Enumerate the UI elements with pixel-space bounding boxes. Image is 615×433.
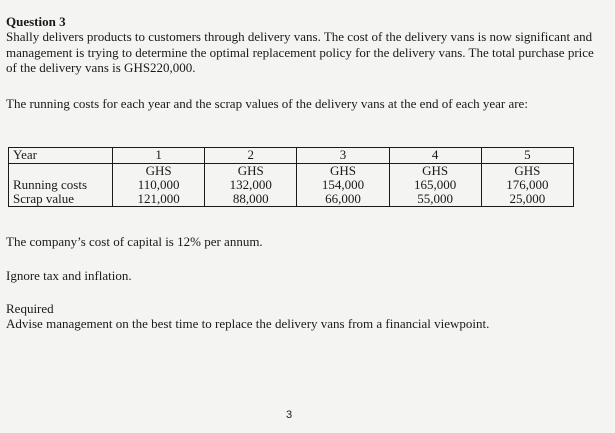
intro-paragraph: Shally delivers products to customers through delivery vans. The cost of the delivery vans is now significant and management is trying to determine the optimal replacement policy for the delivery vans. The total purchase price of the delivery vans is GHS220,000. [6,29,594,75]
row-labels [9,164,113,207]
year-2: 2 [205,148,297,164]
scrap-value: 66,000 [325,191,361,206]
scrap-value: 121,000 [137,191,180,206]
year-1: 1 [113,148,205,164]
year-1-values [113,164,205,207]
table-body-row [9,164,574,207]
table-header-row [9,148,574,164]
currency-label: GHS [145,163,172,178]
tax-inflation-paragraph: Ignore tax and inflation. [6,268,132,283]
year-3-values [297,164,389,207]
scrap-value-label: Scrap value [13,191,75,206]
scrap-value: 88,000 [232,191,269,206]
year-4-values [389,164,481,207]
year-4: 4 [389,148,481,164]
required-text: Advise management on the best time to replace the delivery vans from a financial viewpoint. [6,316,490,331]
question-title: Question 3 [6,14,66,29]
costs-table [8,147,574,207]
currency-label: GHS [514,163,541,178]
scrap-value: 25,000 [509,191,546,206]
running-costs-label: Running costs [13,177,88,192]
currency-label: GHS [237,163,264,178]
page-number: 3 [286,409,293,421]
year-5: 5 [481,148,573,164]
scrap-value: 55,000 [417,191,454,206]
running-cost-value: 110,000 [137,177,180,192]
running-cost-value: 165,000 [414,177,457,192]
currency-label: GHS [329,163,356,178]
running-cost-value: 154,000 [321,177,365,192]
required-label: Required [6,301,54,316]
year-header: Year [9,148,113,164]
running-cost-value: 132,000 [229,177,272,192]
year-2-values [205,164,297,207]
cost-of-capital-paragraph: The company’s cost of capital is 12% per annum. [6,234,263,249]
running-cost-value: 176,000 [506,177,549,192]
year-5-values [481,164,573,207]
year-3: 3 [297,148,389,164]
currency-label: GHS [422,163,449,178]
table-intro-paragraph: The running costs for each year and the scrap values of the delivery vans at the end of each year are: [6,96,528,111]
